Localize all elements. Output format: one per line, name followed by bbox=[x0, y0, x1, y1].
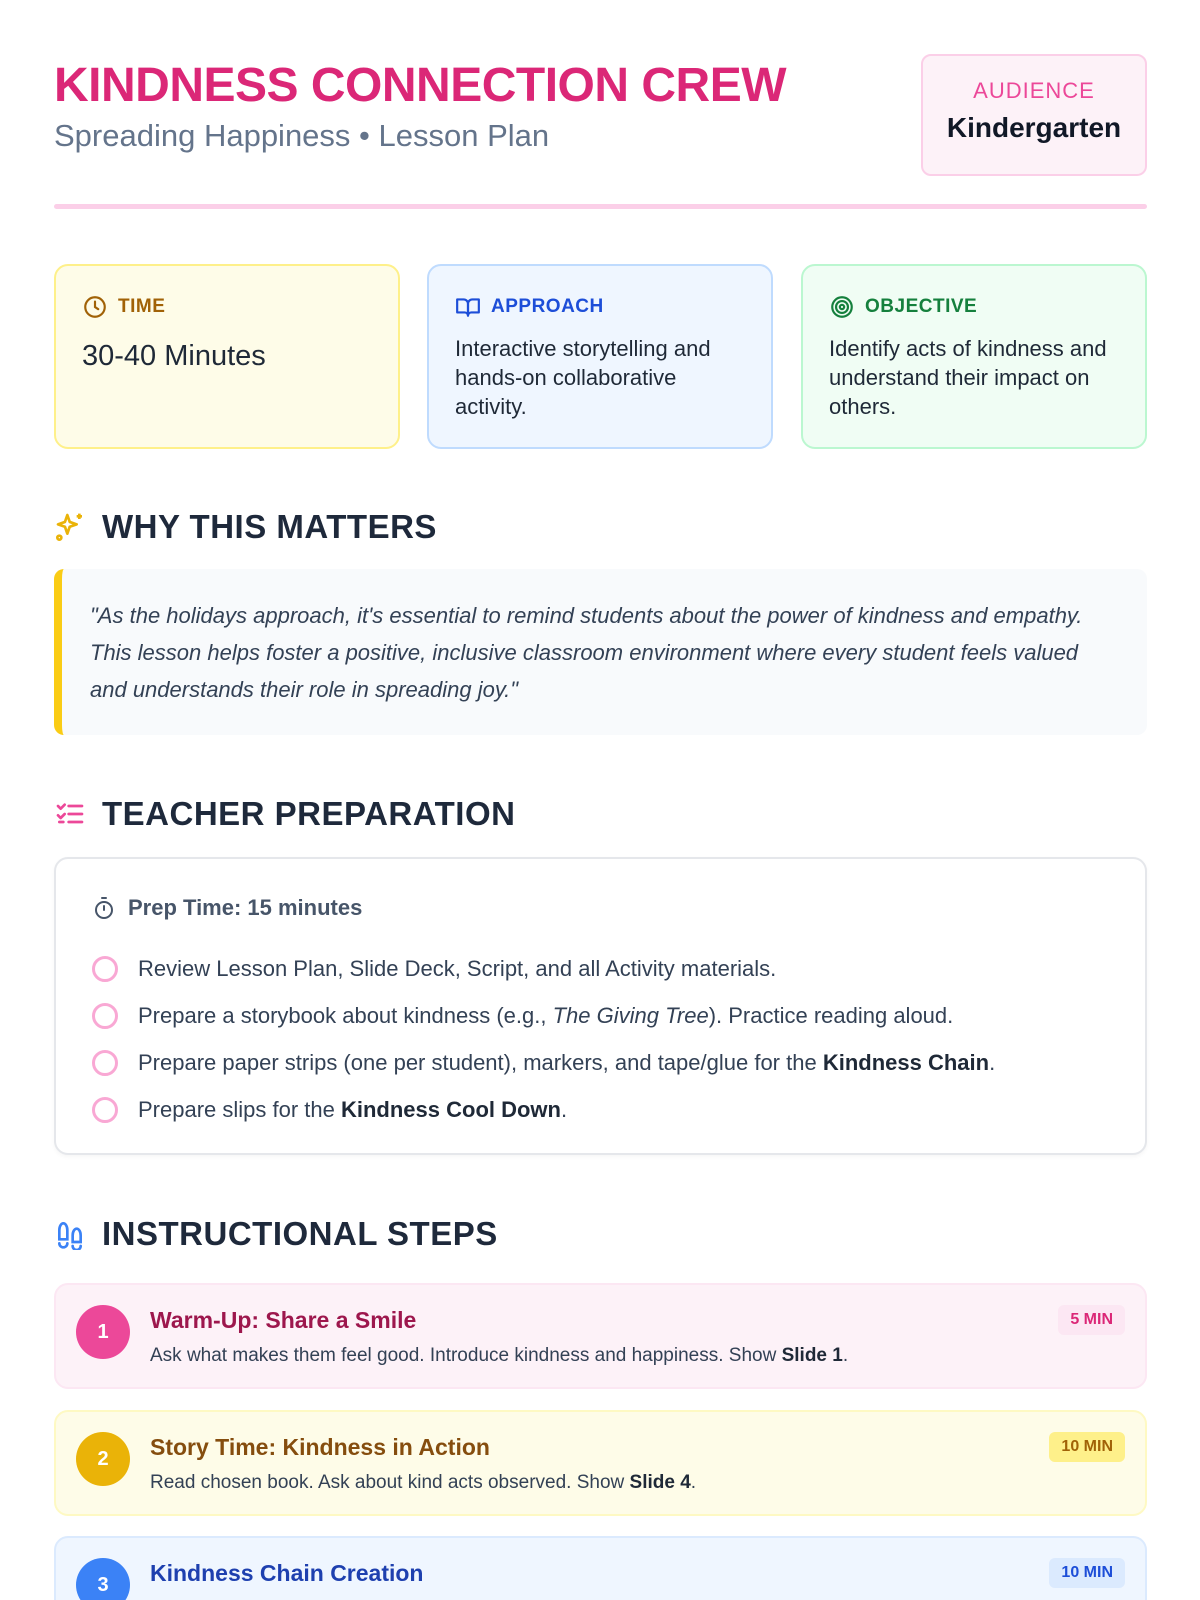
objective-text: Identify acts of kindness and understand their impact on others. bbox=[829, 336, 1107, 419]
checklist-item bbox=[92, 992, 995, 1039]
approach-text: Interactive storytelling and hands-on collaborative activity. bbox=[455, 336, 711, 419]
audience-badge bbox=[921, 54, 1147, 176]
prep-checklist bbox=[92, 945, 995, 1133]
header bbox=[54, 54, 1147, 178]
checkbox-circle[interactable] bbox=[92, 1050, 118, 1076]
checklist-item-text: Prepare a storybook about kindness (e.g., The Giving Tree). Practice reading aloud. bbox=[138, 1002, 954, 1028]
time-card bbox=[54, 264, 400, 449]
step-number: 3 bbox=[76, 1558, 130, 1600]
page-subtitle: Spreading Happiness • Lesson Plan bbox=[54, 118, 550, 153]
step-duration-badge: 10 MIN bbox=[1049, 1558, 1125, 1588]
page-title: KINDNESS CONNECTION CREW bbox=[54, 59, 787, 112]
why-section-heading bbox=[54, 508, 437, 546]
prep-card bbox=[54, 857, 1147, 1155]
step-card bbox=[54, 1536, 1147, 1600]
step-number: 2 bbox=[76, 1432, 130, 1486]
stopwatch-icon bbox=[92, 896, 116, 920]
prep-title: TEACHER PREPARATION bbox=[102, 795, 516, 832]
time-value: 30-40 Minutes bbox=[82, 340, 266, 372]
header-divider bbox=[54, 204, 1147, 209]
checkbox-circle[interactable] bbox=[92, 956, 118, 982]
audience-label: AUDIENCE bbox=[973, 78, 1095, 103]
step-duration-badge: 5 MIN bbox=[1058, 1305, 1125, 1335]
objective-card bbox=[801, 264, 1147, 449]
step-title: Kindness Chain Creation bbox=[150, 1560, 424, 1586]
checklist-item-text: Prepare paper strips (one per student), markers, and tape/glue for the Kindness Chain. bbox=[138, 1049, 996, 1075]
prep-time-text: Prep Time: 15 minutes bbox=[128, 895, 363, 920]
step-duration-badge: 10 MIN bbox=[1049, 1432, 1125, 1462]
step-title: Story Time: Kindness in Action bbox=[150, 1434, 490, 1460]
audience-value: Kindergarten bbox=[946, 112, 1122, 143]
step-description: Ask what makes them feel good. Introduce kindness and happiness. Show Slide 1. bbox=[150, 1345, 849, 1366]
target-icon bbox=[829, 294, 855, 320]
step-number: 1 bbox=[76, 1305, 130, 1359]
checkbox-circle[interactable] bbox=[92, 1097, 118, 1123]
step-title: Warm-Up: Share a Smile bbox=[150, 1307, 417, 1333]
approach-card bbox=[427, 264, 773, 449]
prep-section-heading bbox=[54, 795, 515, 833]
step-card bbox=[54, 1283, 1147, 1389]
why-quote-text: "As the holidays approach, it's essential to remind students about the power of kindness and empathy. This lesson helps foster a positive, inclusive classroom environment where every student feels valued and understands their role in spreading joy." bbox=[90, 603, 1083, 702]
step-card bbox=[54, 1410, 1147, 1516]
prep-time bbox=[92, 895, 362, 921]
why-quote bbox=[54, 569, 1147, 735]
time-label: TIME bbox=[118, 296, 166, 317]
list-check-icon bbox=[54, 798, 86, 830]
checklist-item-text: Prepare slips for the Kindness Cool Down. bbox=[138, 1096, 568, 1122]
checklist-item-text: Review Lesson Plan, Slide Deck, Script, and all Activity materials. bbox=[138, 955, 777, 981]
approach-label: APPROACH bbox=[491, 296, 604, 317]
footprints-icon bbox=[54, 1218, 86, 1250]
checklist-item bbox=[92, 1086, 995, 1133]
why-title: WHY THIS MATTERS bbox=[102, 508, 437, 545]
objective-label: OBJECTIVE bbox=[865, 296, 978, 317]
checkbox-circle[interactable] bbox=[92, 1003, 118, 1029]
step-description: Read chosen book. Ask about kind acts observed. Show Slide 4. bbox=[150, 1472, 697, 1493]
checklist-item bbox=[92, 1039, 995, 1086]
checklist-item bbox=[92, 945, 995, 992]
steps-title: INSTRUCTIONAL STEPS bbox=[102, 1215, 498, 1252]
book-open-icon bbox=[455, 294, 481, 320]
steps-section-heading bbox=[54, 1215, 498, 1253]
sparkles-icon bbox=[54, 511, 86, 543]
clock-icon bbox=[82, 294, 108, 320]
lesson-plan-page bbox=[54, 0, 1147, 1600]
